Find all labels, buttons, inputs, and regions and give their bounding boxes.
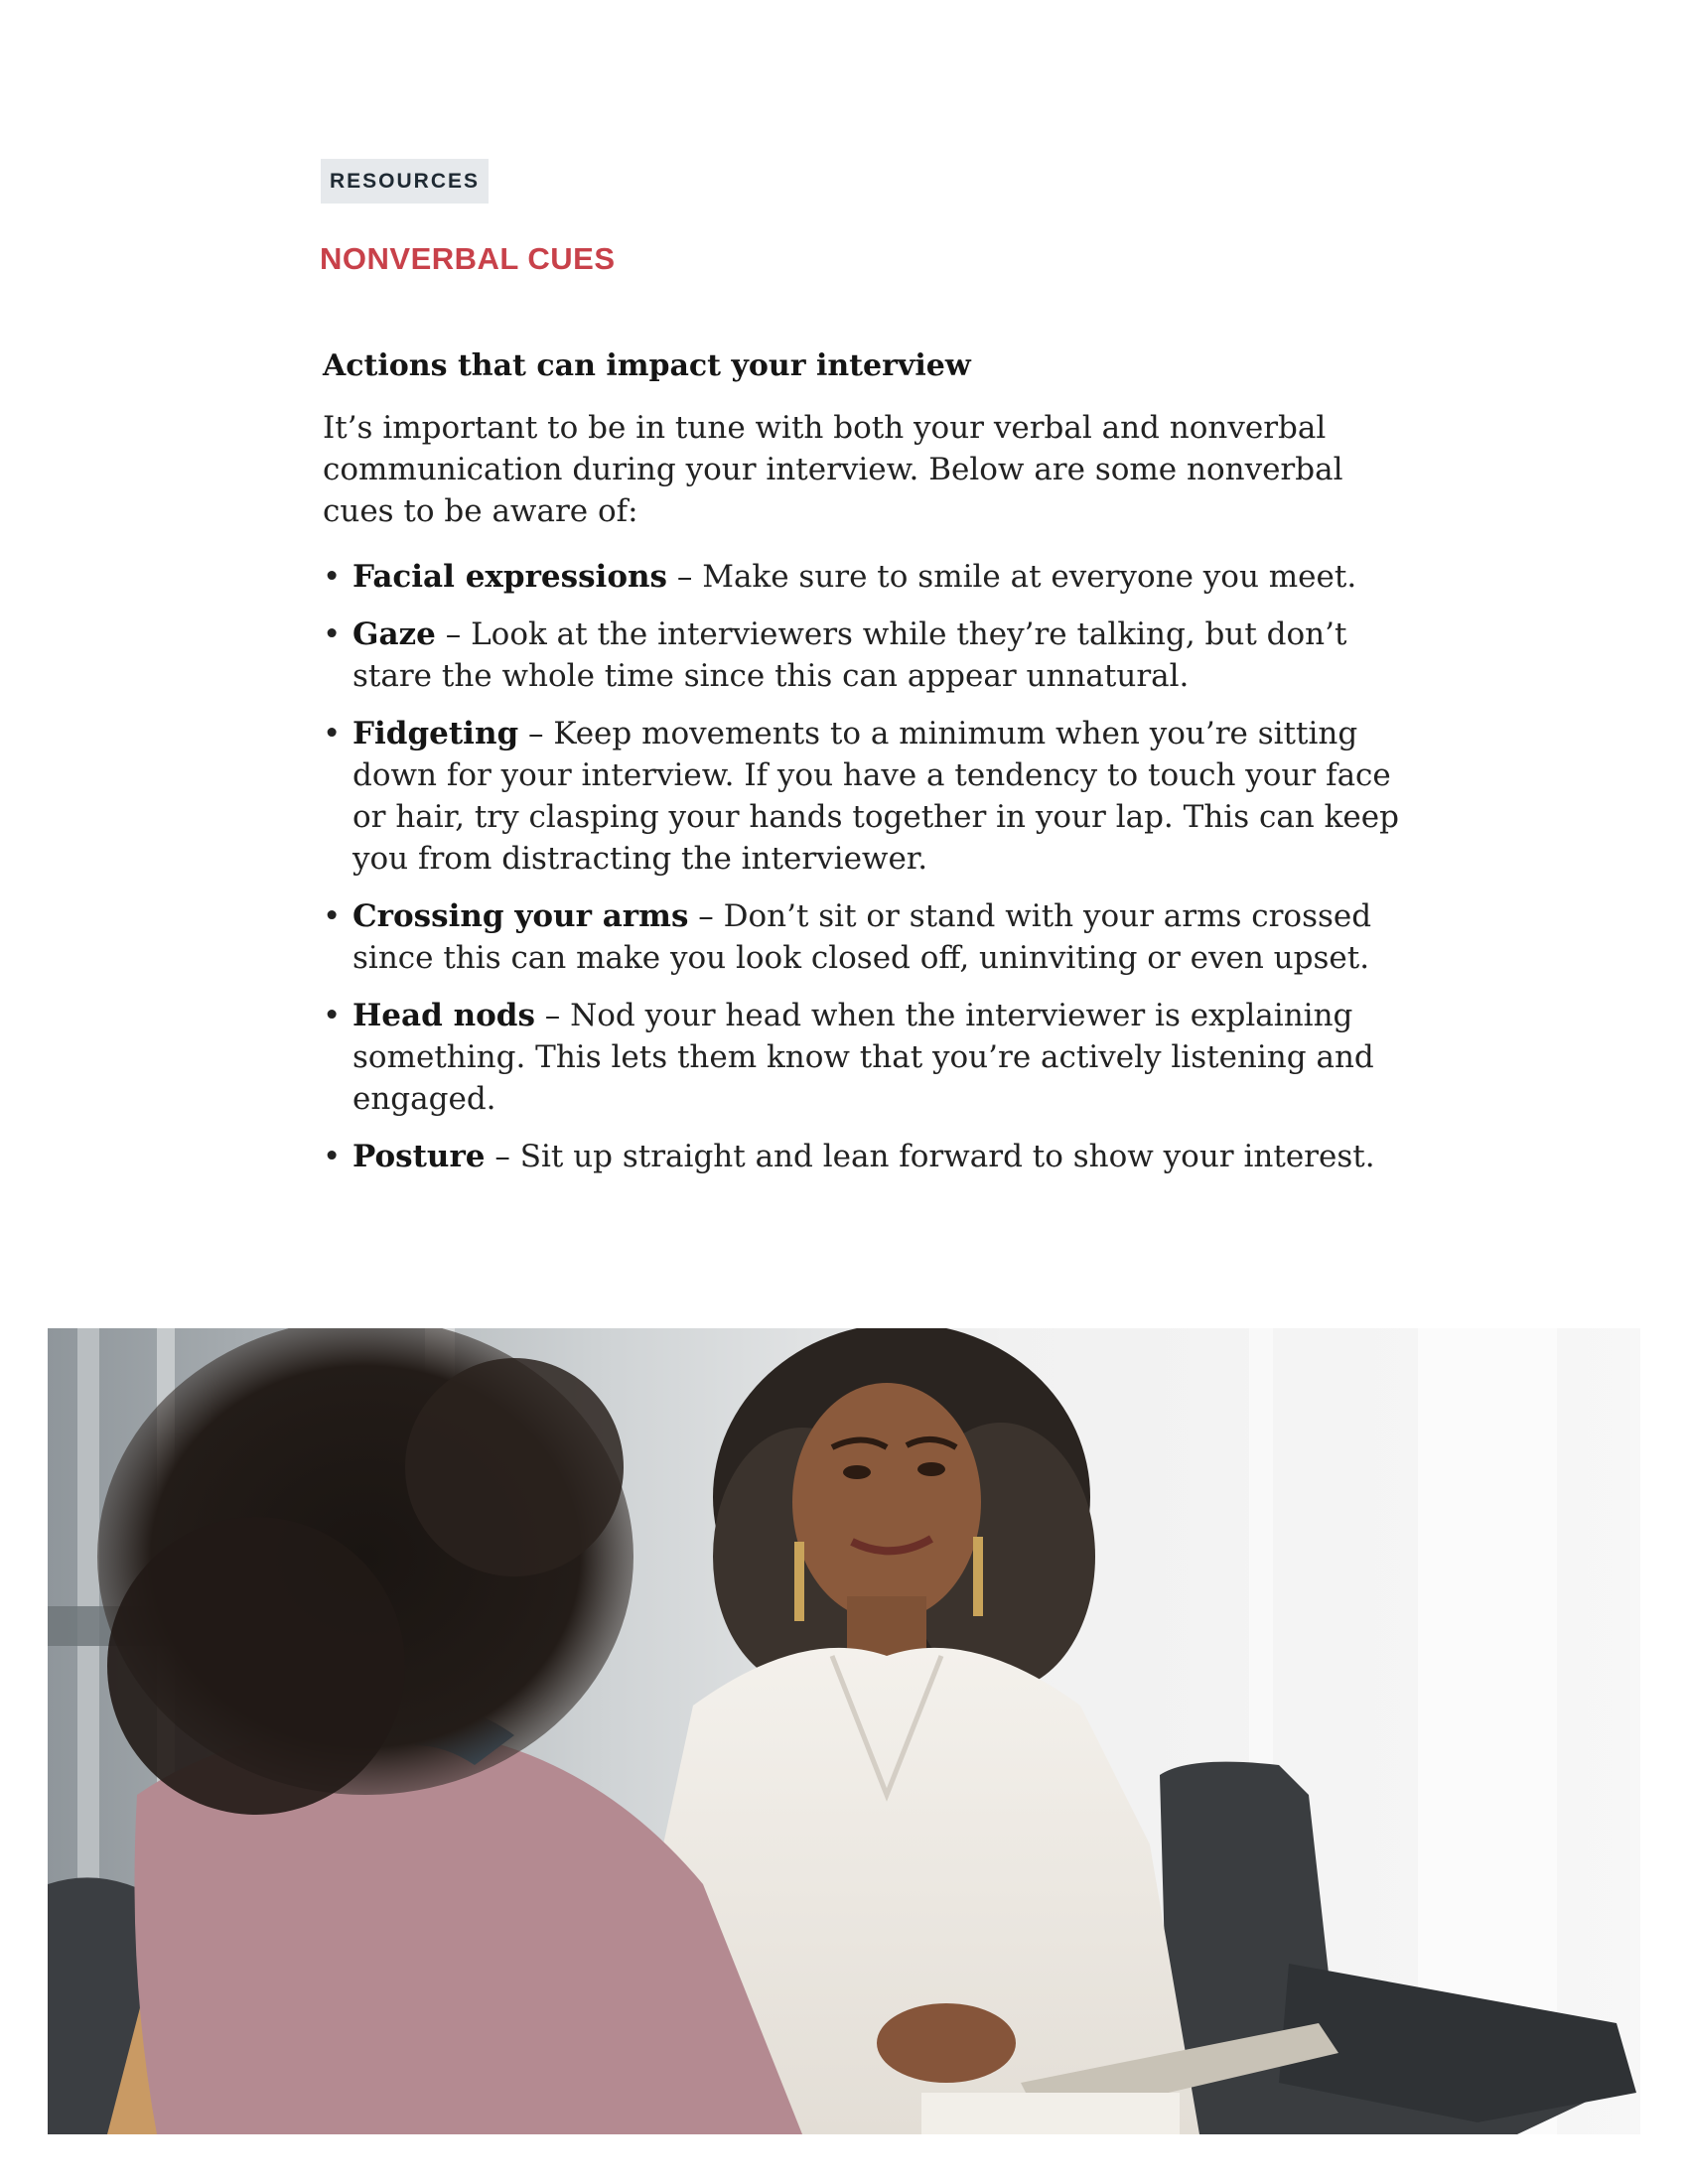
cue-term: Fidgeting xyxy=(352,716,519,751)
subheading: Actions that can impact your interview xyxy=(323,348,971,383)
cue-term: Posture xyxy=(352,1139,486,1174)
cue-description: – Don’t sit or stand with your arms crossed since this can make you look closed off, uninviting or even upset. xyxy=(352,898,1372,976)
cue-description: – Look at the interviewers while they’re talking, but don’t stare the whole time since this can appear unnatural. xyxy=(352,616,1347,694)
list-item-gaze xyxy=(323,614,1415,697)
list-item-posture xyxy=(323,1136,1415,1177)
cue-term: Gaze xyxy=(352,616,436,652)
cue-term: Head nods xyxy=(352,998,535,1033)
interview-photo-illustration xyxy=(48,1328,1640,2134)
cue-description: – Sit up straight and lean forward to show your interest. xyxy=(485,1139,1375,1174)
main-content xyxy=(323,345,1415,1193)
intro-paragraph: It’s important to be in tune with both your verbal and nonverbal communication during your interview. Below are some nonverbal cues to be aware of: xyxy=(323,410,1343,529)
cue-description: – Nod your head when the interviewer is explaining something. This lets them know that you’re actively listening and engaged. xyxy=(352,998,1374,1117)
cue-term: Crossing your arms xyxy=(352,898,689,934)
cues-list xyxy=(323,556,1415,1177)
cue-description: – Keep movements to a minimum when you’re sitting down for your interview. If you have a tendency to touch your face or hair, try clasping your hands together in your lap. This can keep you from distracting the interviewer. xyxy=(352,716,1399,877)
page-title: NONVERBAL CUES xyxy=(320,241,616,276)
list-item-facial-expressions xyxy=(323,556,1415,598)
list-item-head-nods xyxy=(323,995,1415,1120)
interview-photo xyxy=(48,1328,1640,2134)
section-tag: RESOURCES xyxy=(321,159,489,204)
list-item-fidgeting xyxy=(323,713,1415,880)
cue-term: Facial expressions xyxy=(352,559,667,595)
cue-description: – Make sure to smile at everyone you meet. xyxy=(667,559,1357,595)
list-item-crossing-arms xyxy=(323,895,1415,979)
